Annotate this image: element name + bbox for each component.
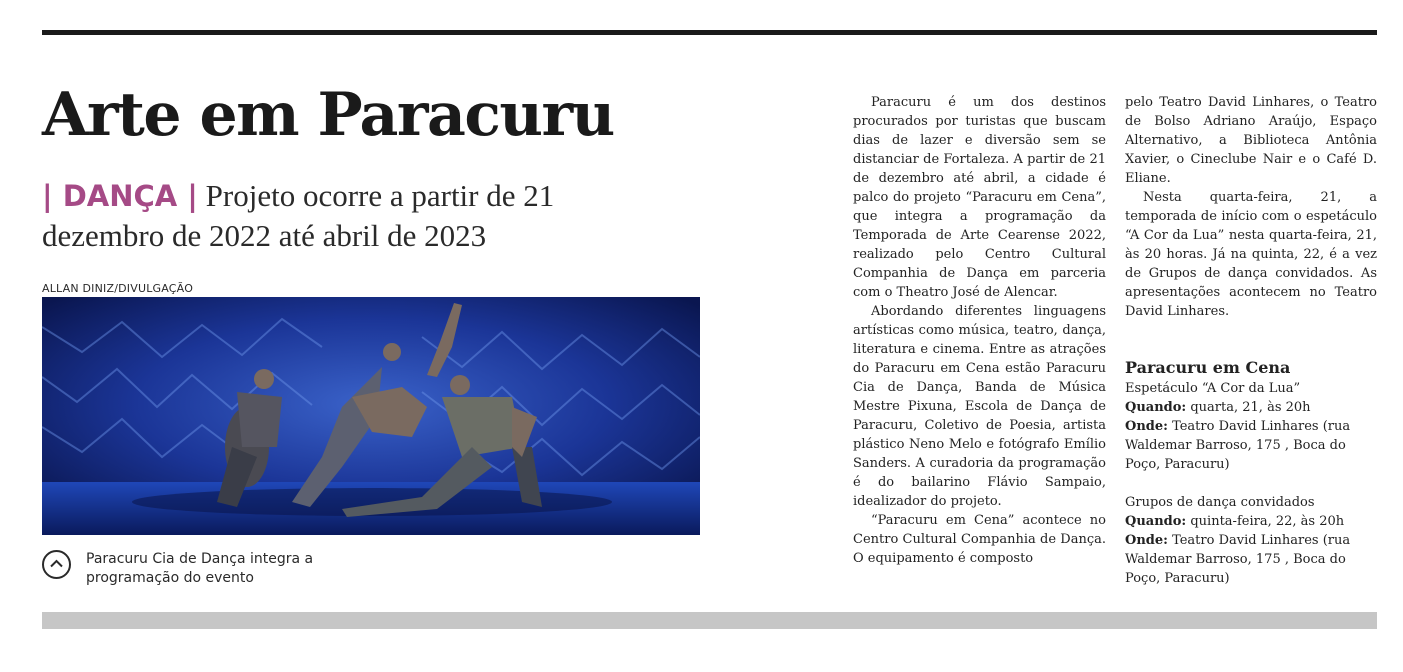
when-label: Quando: xyxy=(1125,400,1187,415)
event-when xyxy=(1125,398,1377,417)
event-name: Grupos de dança convidados xyxy=(1125,495,1315,510)
where-value: Teatro David Linhares (rua Waldemar Barroso, 175 , Boca do Poço, Paracuru) xyxy=(1125,419,1351,472)
body-paragraph: Nesta quarta-feira, 21, a temporada de início com o espetáculo “A Cor da Lua” nesta quarta-feira, 21, às 20 horas. Já na quinta, 22, é a vez de Grupos de dança convidados. As apresentações acontecem no Teatro David Linhares. xyxy=(1125,190,1377,319)
deck xyxy=(42,176,642,256)
when-label: Quando: xyxy=(1125,514,1187,529)
body-column-1 xyxy=(853,93,1106,568)
body-paragraph: Abordando diferentes linguagens artísticas como música, teatro, dança, literatura e cinema. Entre as atrações do Paracuru em Cena estão Paracuru Cia de Dança, Banda de Música Mestre Pixuna, Escola de Dança de Paracuru, Coletivo de Poesia, artista plástico Neno Melo e fotógrafo Emílio Sanders. A curadoria da programação é do bailarino Flávio Sampaio, idealizador do projeto. xyxy=(853,304,1106,509)
headline: Arte em Paracuru xyxy=(42,80,614,150)
body-paragraph: “Paracuru em Cena” acontece no Centro Cultural Companhia de Dança. O equipamento é composto xyxy=(853,513,1106,566)
event-infobox xyxy=(1125,358,1377,588)
body-column-2 xyxy=(1125,93,1377,321)
infobox-title: Paracuru em Cena xyxy=(1125,358,1291,377)
where-value: Teatro David Linhares (rua Waldemar Barroso, 175 , Boca do Poço, Paracuru) xyxy=(1125,533,1351,586)
body-paragraph: Paracuru é um dos destinos procurados por turistas que buscam dias de lazer e diversão sem se distanciar de Fortaleza. A partir de 21 de dezembro até abril, a cidade é palco do projeto “Paracuru em Cena”, que integra a programação da Temporada de Arte Cearense 2022, realizado pelo Centro Cultural Companhia de Dança em parceria com o Theatro José de Alencar. xyxy=(853,95,1106,300)
top-rule xyxy=(42,30,1377,35)
chevron-up-icon xyxy=(42,550,71,579)
photo-caption: Paracuru Cia de Dança integra a programação do evento xyxy=(86,551,314,586)
photo-credit: ALLAN DINIZ/DIVULGAÇÃO xyxy=(42,282,194,295)
dance-photo xyxy=(42,297,700,535)
when-value: quarta, 21, às 20h xyxy=(1190,400,1311,415)
event-where xyxy=(1125,531,1377,588)
dance-photo-illustration xyxy=(42,297,700,535)
deck-text: Projeto ocorre a partir de 21 dezembro de 2022 até abril de 2023 xyxy=(42,178,555,253)
where-label: Onde: xyxy=(1125,419,1168,434)
where-label: Onde: xyxy=(1125,533,1168,548)
section-kicker: | DANÇA | xyxy=(42,179,198,213)
when-value: quinta-feira, 22, às 20h xyxy=(1190,514,1345,529)
event-name: Espetáculo “A Cor da Lua” xyxy=(1125,381,1301,396)
body-paragraph: pelo Teatro David Linhares, o Teatro de Bolso Adriano Araújo, Espaço Alternativo, a Biblioteca Antônia Xavier, o Cineclube Nair e o Café D. Eliane. xyxy=(1125,95,1377,186)
bottom-band xyxy=(42,612,1377,629)
event-when xyxy=(1125,512,1377,531)
event-where xyxy=(1125,417,1377,474)
